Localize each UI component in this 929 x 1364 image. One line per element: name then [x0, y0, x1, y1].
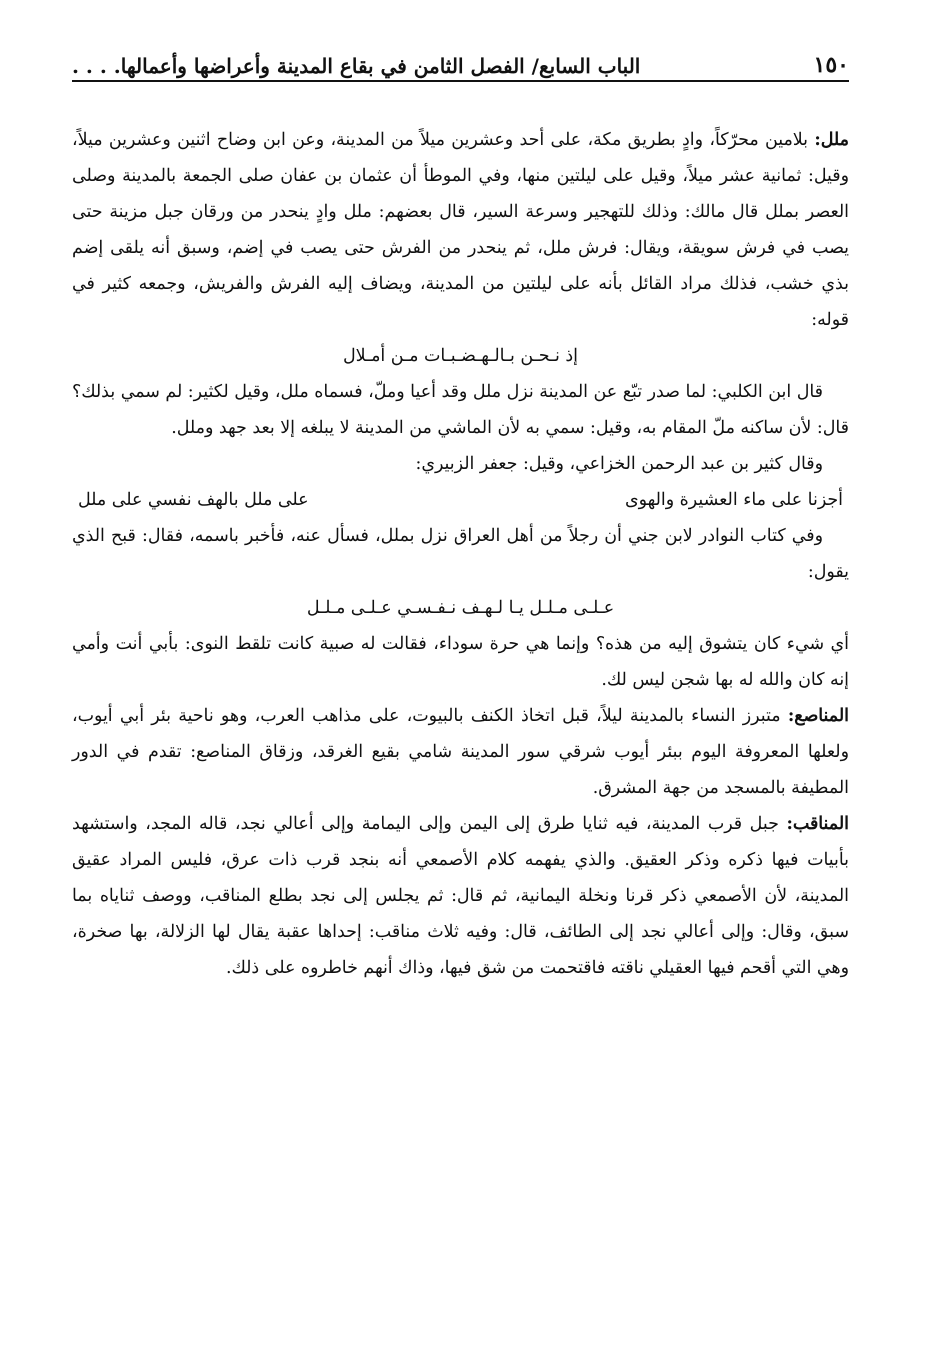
verse-hemistich-first: أجزنا على ماء العشيرة والهوى — [625, 490, 843, 510]
verse-line-3: عـلـى مـلـل يـا لـهـف نـفـسـي عـلـى مـلـل — [306, 598, 615, 618]
running-header — [72, 40, 849, 82]
entry-text-manasi: متبرز النساء بالمدينة ليلاً، قبل اتخاذ الكنف بالبيوت، على مذاهب العرب، وهو ناحية بئر أبي أيوب، ولعلها المعروفة اليوم ببئر أيوب شرقي سور المدينة شامي بقيع الغرقد، وزقاق المناصع: تقدم في الدور المطيفة بالمسجد من جهة المشرق. — [72, 706, 849, 798]
verse-hemistich-second: على ملل بالهف نفسي على ملل — [78, 490, 309, 510]
entry-term-manaqib: المناقب: — [786, 814, 849, 834]
entry-text-manaqib: جبل قرب المدينة، فيه ثنايا طرق إلى اليمن وإلى اليمامة وإلى أعالي نجد، قاله المجد، واستشهد بأبيات فيها ذكره وذكر العقيق. والذي يفهمه كلام الأصمعي أنه بنجد قرب ذات عرق، فليس المراد عقيق المدينة، لأن الأصمعي ذكر قرنا ونخلة اليمانية، ثم قال: ثم يجلس إلى نجد بطلع المناقب، ووصف ثناياه بما سبق، وقال: وإلى أعالي نجد إلى الطائف، قال: وفيه ثلاث مناقب: إحداها عقبة يقال لها الزلالة، بها صخرة، وهي التي أقحم فيها العقيلي ناقته فاقتحمت من شق فيها، وذاك أنهم خاطروه على ذلك. — [72, 814, 849, 978]
paragraph-nawadir: وفي كتاب النوادر لابن جني أن رجلاً من أهل العراق نزل بملل، فسأل عنه، فأخبر باسمه، فقال: قبح الذي يقول: — [72, 526, 849, 582]
verse-line-1: إذ نـحـن بـالـهـضـبـات مـن أمـلال — [342, 346, 578, 366]
entry-term-malal: ملل: — [814, 130, 849, 150]
paragraph-sabiya: أي شيء كان يتشوق إليه من هذه؟ وإنما هي حرة سوداء، فقالت له صبية كانت تلقط النوى: بأبي أنت وأمي إنه كان والله له بها شجن ليس لك. — [72, 634, 849, 690]
page-number: ١٥٠ — [813, 52, 849, 78]
entry-manaqib — [72, 806, 849, 986]
paragraph-ibn-kalbi: قال ابن الكلبي: لما صدر تبّع عن المدينة نزل ملل وقد أعيا وملّ، فسماه ملل، وقيل لكثير: لم سمي بذلك؟ قال: لأن ساكنه ملّ المقام به، وقيل: سمي به لأن الماشي من المدينة لا يبلغه إلا بعد جهد وملل. — [72, 382, 849, 438]
entry-text-malal: بلامين محرّكاً، وادٍ بطريق مكة، على أحد وعشرين ميلاً من المدينة، وعن ابن وضاح اثنين وعشرين ميلاً، وقيل: ثمانية عشر ميلاً، وقيل على ليلتين منها، وفي الموطأ أن عثمان بن عفان صلى الجمعة بالمدينة وصلى العصر بملل قال مالك: وذلك للتهجير وسرعة السير، قال بعضهم: ملل وادٍ ينحدر من ورقان جبل مزينة حتى يصب في فرش سويقة، ويقال: فرش ملل، ثم ينحدر من الفرش حتى يصب في إضم، وسبق أنه يلقى إضم بذي خشب، فذلك مراد القائل بأنه على ليلتين من المدينة، ويضاف إليه الفرش والفريش، وجمعه كثير في قوله: — [72, 130, 849, 330]
entry-malal — [72, 122, 849, 338]
chapter-title: الباب السابع/ الفصل الثامن في بقاع المدينة وأعراضها وأعمالها. . . . — [72, 54, 641, 78]
page-body — [72, 122, 849, 986]
verse-couplet — [72, 482, 849, 518]
entry-term-manasi: المناصع: — [787, 706, 849, 726]
entry-manasi — [72, 698, 849, 806]
paragraph-kuthayyir: وقال كثير بن عبد الرحمن الخزاعي، وقيل: جعفر الزبيري: — [415, 454, 823, 474]
